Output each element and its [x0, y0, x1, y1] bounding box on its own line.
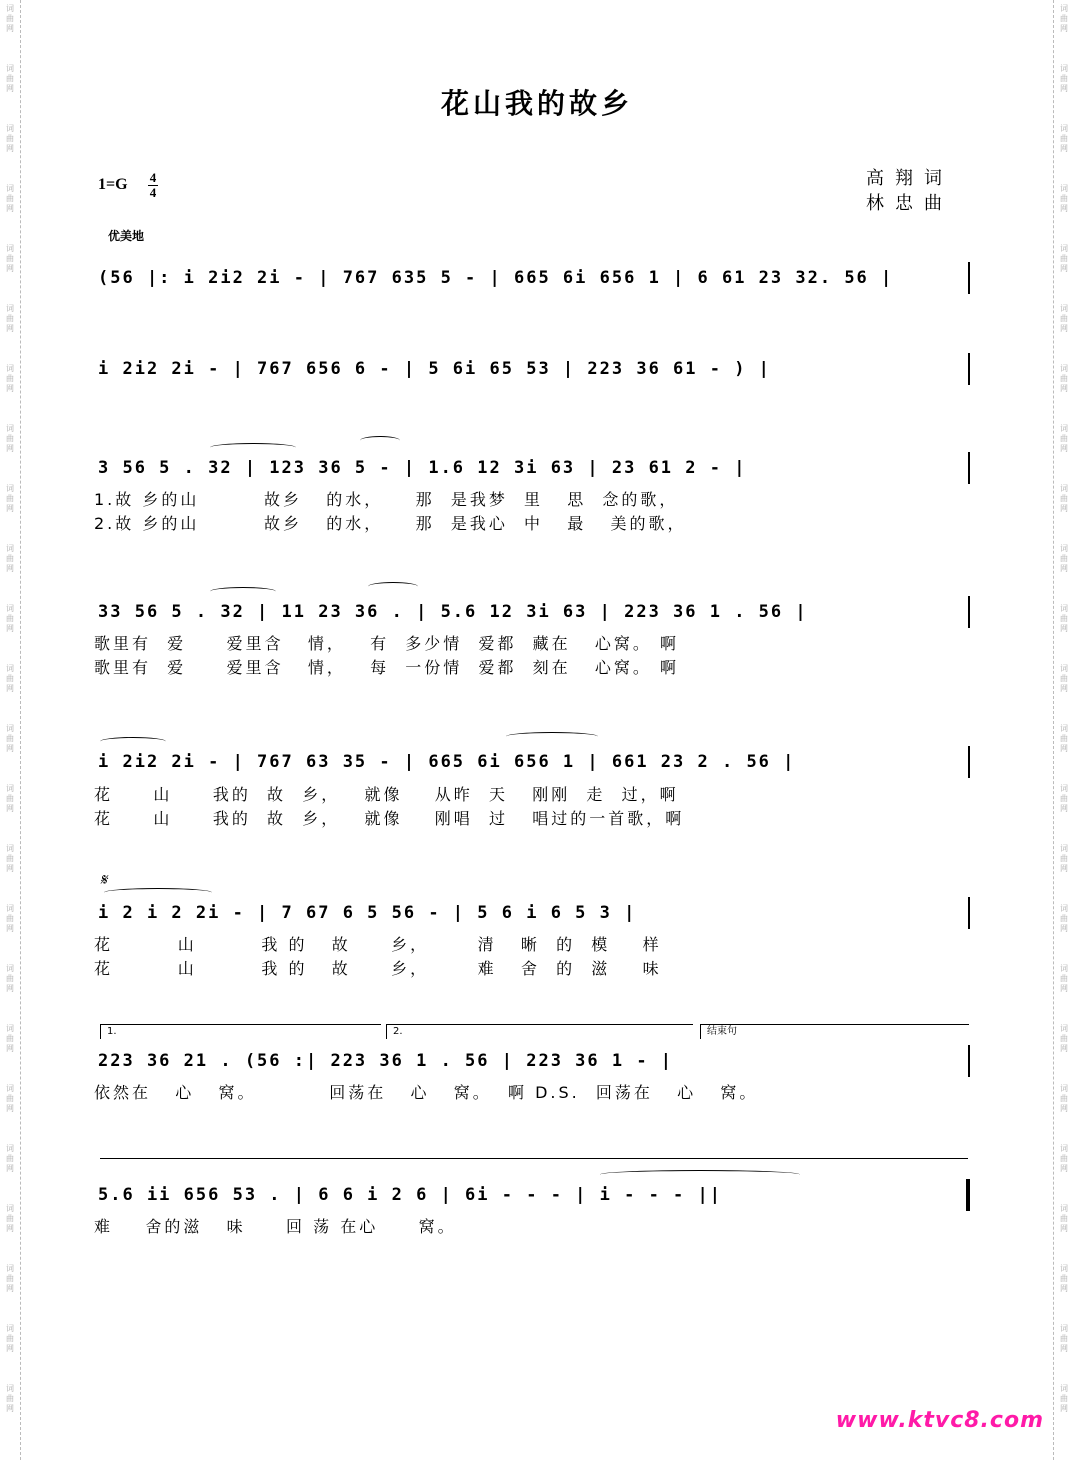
barline: [968, 596, 970, 628]
volta-2: 2.: [386, 1024, 693, 1039]
watermark-mark: 词 曲 网: [6, 964, 14, 993]
watermark-mark: 词 曲 网: [6, 1144, 14, 1173]
tempo-marking: 优美地: [108, 229, 145, 243]
system-bracket-line: [100, 1158, 968, 1159]
system-8-notes: 5.6 ii 656 53 . | 6 6 i 2 6 | 6i - - - | i - - - ||: [98, 1185, 722, 1205]
watermark-mark: 词 曲 网: [1060, 304, 1068, 333]
system-4-notes: 33 56 5 . 32 | 11 23 36 . | 5.6 12 3i 63 | 223 36 1 . 56 |: [98, 602, 808, 622]
watermark-mark: 词 曲 网: [1060, 544, 1068, 573]
watermark-mark: 词 曲 网: [6, 184, 14, 213]
system-5-lyric-1: 花 山 我的 故 乡， 就像 从昨 天 刚刚 走 过，啊: [94, 785, 679, 804]
watermark-mark: 词 曲 网: [6, 844, 14, 873]
tie: [600, 1170, 800, 1179]
watermark-mark: 词 曲 网: [1060, 784, 1068, 813]
barline: [968, 452, 970, 484]
slur: [210, 587, 276, 596]
system-7-lyric-1: 依然在 心 窝。 回荡在 心 窝。 啊 D.S. 回荡在 心 窝。: [94, 1083, 759, 1102]
slur: [368, 582, 418, 591]
system-4-lyric-1: 歌里有 爱 爱里含 情， 有 多少情 爱都 藏在 心窝。 啊: [94, 634, 679, 653]
watermark-mark: 词 曲 网: [6, 1384, 14, 1413]
watermark-mark: 词 曲 网: [6, 64, 14, 93]
watermark-mark: 词 曲 网: [6, 1324, 14, 1353]
watermark-mark: 词 曲 网: [1060, 64, 1068, 93]
watermark-mark: 词 曲 网: [1060, 4, 1068, 33]
watermark-mark: 词 曲 网: [6, 424, 14, 453]
watermark-mark: 词 曲 网: [1060, 184, 1068, 213]
watermark-mark: 词 曲 网: [1060, 724, 1068, 753]
volta-ending: 结束句: [700, 1024, 969, 1039]
system-6-notes: i 2 i 2 2i - | 7 67 6 5 56 - | 5 6 i 6 5 3 |: [98, 903, 637, 923]
system-3-lyric-1: 1.故 乡的山 故乡 的水， 那 是我梦 里 思 念的歌，: [94, 490, 679, 509]
time-signature: [148, 172, 158, 199]
watermark-mark: 词 曲 网: [1060, 1324, 1068, 1353]
slur: [506, 732, 598, 741]
slur: [210, 443, 296, 452]
watermark-mark: 词 曲 网: [1060, 1384, 1068, 1413]
barline: [968, 746, 970, 778]
watermark-mark: 词 曲 网: [1060, 424, 1068, 453]
barline: [968, 897, 970, 929]
watermark-mark: 词 曲 网: [6, 124, 14, 153]
slur: [104, 888, 212, 897]
watermark-mark: 词 曲 网: [6, 1264, 14, 1293]
watermark-mark: 词 曲 网: [1060, 844, 1068, 873]
composer-credit: 林忠曲: [866, 193, 953, 214]
watermark-mark: 词 曲 网: [1060, 244, 1068, 273]
system-6-lyric-2: 花 山 我 的 故 乡， 难 舍 的 滋 味: [94, 959, 662, 978]
segno-sign: 𝄋: [100, 872, 107, 889]
watermark-mark: 词 曲 网: [1060, 1144, 1068, 1173]
watermark-mark: 词 曲 网: [6, 484, 14, 513]
watermark-mark: 词 曲 网: [6, 664, 14, 693]
watermark-mark: 词 曲 网: [1060, 1204, 1068, 1233]
system-2-notes: i 2i2 2i - | 767 656 6 - | 5 6i 65 53 | 223 36 61 - ) |: [98, 359, 771, 379]
barline: [968, 353, 970, 385]
watermark-mark: 词 曲 网: [1060, 484, 1068, 513]
lyricist-credit: 高翔词: [866, 168, 953, 189]
time-signature-bottom: 4: [149, 185, 157, 200]
system-6-lyric-1: 花 山 我 的 故 乡， 清 晰 的 模 样: [94, 935, 662, 954]
watermark-mark: 词 曲 网: [6, 724, 14, 753]
system-1-notes: (56 |: i 2i2 2i - | 767 635 5 - | 665 6i 656 1 | 6 61 23 32. 56 |: [98, 268, 894, 288]
watermark-mark: 词 曲 网: [1060, 124, 1068, 153]
system-3-notes: 3 56 5 . 32 | 123 36 5 - | 1.6 12 3i 63 | 23 61 2 - |: [98, 458, 747, 478]
watermark-mark: 词 曲 网: [6, 904, 14, 933]
barline: [968, 262, 970, 294]
system-5-notes: i 2i2 2i - | 767 63 35 - | 665 6i 656 1 | 661 23 2 . 56 |: [98, 752, 796, 772]
watermark-mark: 词 曲 网: [1060, 364, 1068, 393]
system-8-lyric-1: 难 舍的滋 味 回 荡 在心 窝。: [94, 1217, 457, 1236]
watermark-mark: 词 曲 网: [1060, 1084, 1068, 1113]
watermark-mark: 词 曲 网: [1060, 964, 1068, 993]
watermark-mark: 词 曲 网: [6, 364, 14, 393]
site-url-footer[interactable]: www.ktvc8.com: [835, 1408, 1044, 1433]
system-7-notes: 223 36 21 . (56 :| 223 36 1 . 56 | 223 36 1 - |: [98, 1051, 674, 1071]
watermark-mark: 词 曲 网: [6, 4, 14, 33]
final-barline: [966, 1179, 970, 1211]
system-4-lyric-2: 歌里有 爱 爱里含 情， 每 一份情 爱都 刻在 心窝。 啊: [94, 658, 679, 677]
watermark-mark: 词 曲 网: [6, 784, 14, 813]
barline: [968, 1045, 970, 1077]
watermark-mark: 词 曲 网: [6, 604, 14, 633]
watermark-mark: 词 曲 网: [1060, 1024, 1068, 1053]
song-title: 花山我的故乡: [440, 87, 633, 120]
watermark-mark: 词 曲 网: [6, 304, 14, 333]
system-5-lyric-2: 花 山 我的 故 乡， 就像 刚唱 过 唱过的一首歌，啊: [94, 809, 685, 828]
watermark-mark: 词 曲 网: [6, 1084, 14, 1113]
watermark-mark: 词 曲 网: [6, 244, 14, 273]
watermark-mark: 词 曲 网: [6, 1024, 14, 1053]
time-signature-top: 4: [149, 170, 157, 185]
slur: [100, 737, 166, 746]
system-3-lyric-2: 2.故 乡的山 故乡 的水， 那 是我心 中 最 美的歌，: [94, 514, 687, 533]
slur: [360, 436, 400, 445]
watermark-mark: 词 曲 网: [1060, 904, 1068, 933]
watermark-mark: 词 曲 网: [6, 544, 14, 573]
watermark-mark: 词 曲 网: [1060, 1264, 1068, 1293]
watermark-mark: 词 曲 网: [6, 1204, 14, 1233]
watermark-mark: 词 曲 网: [1060, 664, 1068, 693]
volta-1: 1.: [100, 1024, 381, 1039]
key-signature: 1=G: [98, 176, 128, 193]
watermark-mark: 词 曲 网: [1060, 604, 1068, 633]
